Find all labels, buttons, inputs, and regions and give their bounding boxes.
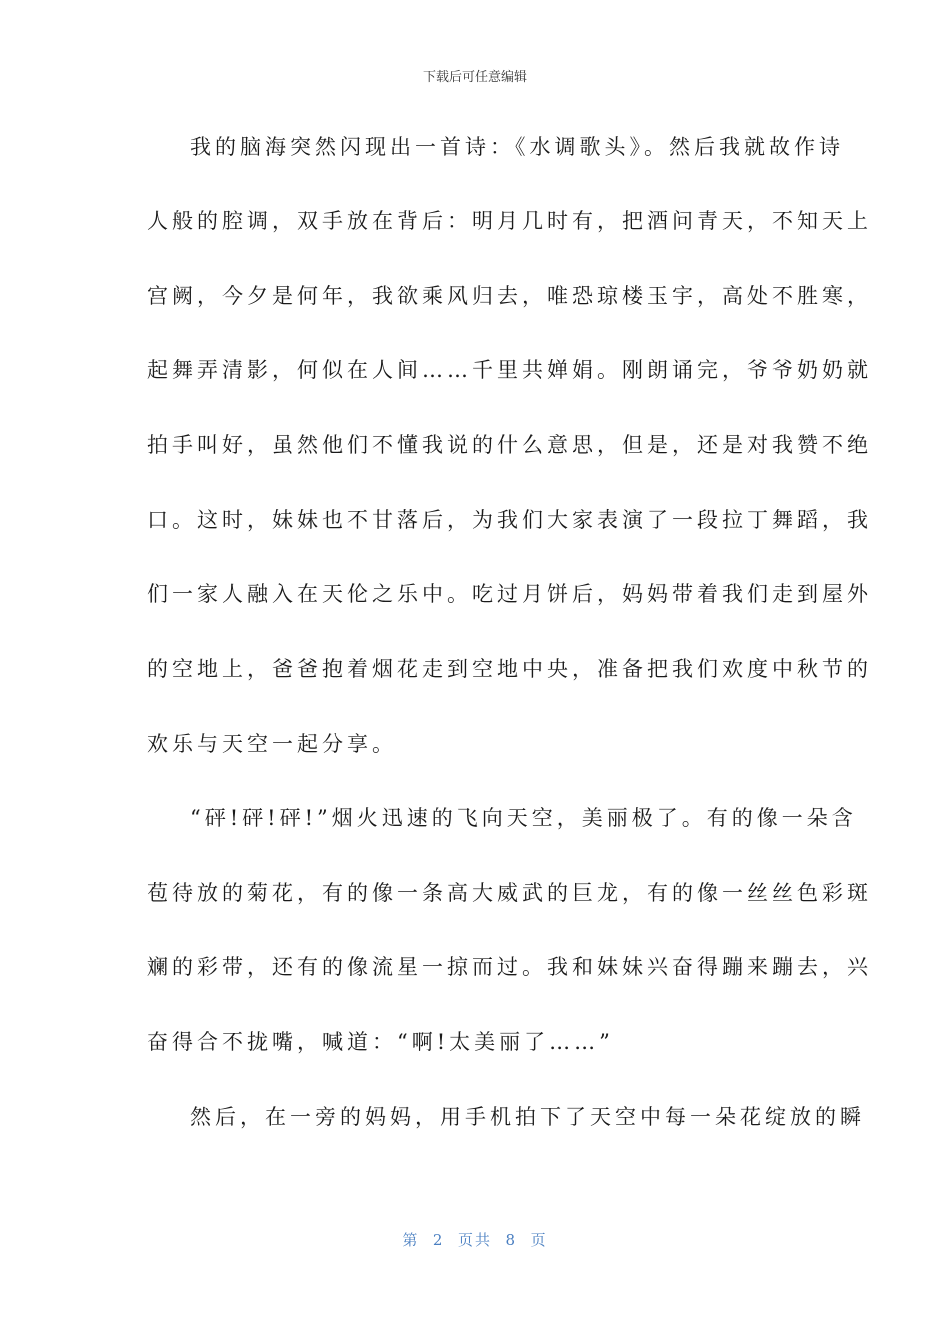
text-line-4: 起舞弄清影，何似在人间……千里共婵娟。刚朗诵完，爷爷奶奶就 xyxy=(147,358,872,382)
text-line-11: 苞待放的菊花，有的像一条高大威武的巨龙，有的像一丝丝色彩斑 xyxy=(147,881,872,905)
text-line-8: 的空地上，爸爸抱着烟花走到空地中央，准备把我们欢度中秋节的 xyxy=(147,657,872,681)
text-line-2: 人般的腔调，双手放在背后：明月几时有，把酒问青天，不知天上 xyxy=(147,209,872,233)
page-footer: 第 2 页共 8 页 xyxy=(402,1231,548,1249)
text-line-10: “砰!砰!砰!”烟火迅速的飞向天空，美丽极了。有的像一朵含 xyxy=(190,806,857,830)
text-line-7: 们一家人融入在天伦之乐中。吃过月饼后，妈妈带着我们走到屋外 xyxy=(147,582,872,606)
text-line-3: 宫阙，今夕是何年，我欲乘风归去，唯恐琼楼玉宇，高处不胜寒， xyxy=(147,284,872,308)
text-line-13: 奋得合不拢嘴，喊道：“啊!太美丽了……” xyxy=(147,1030,614,1054)
text-line-5: 拍手叫好，虽然他们不懂我说的什么意思，但是，还是对我赞不绝 xyxy=(147,433,872,457)
page-header: 下载后可任意编辑 xyxy=(422,70,527,85)
text-line-14: 然后，在一旁的妈妈，用手机拍下了天空中每一朵花绽放的瞬 xyxy=(190,1105,865,1129)
text-line-12: 斓的彩带，还有的像流星一掠而过。我和妹妹兴奋得蹦来蹦去，兴 xyxy=(147,955,872,979)
text-line-6: 口。这时，妹妹也不甘落后，为我们大家表演了一段拉丁舞蹈，我 xyxy=(147,508,872,532)
text-line-1: 我的脑海突然闪现出一首诗：《水调歌头》。然后我就故作诗 xyxy=(190,135,844,159)
text-line-9: 欢乐与天空一起分享。 xyxy=(147,732,397,756)
